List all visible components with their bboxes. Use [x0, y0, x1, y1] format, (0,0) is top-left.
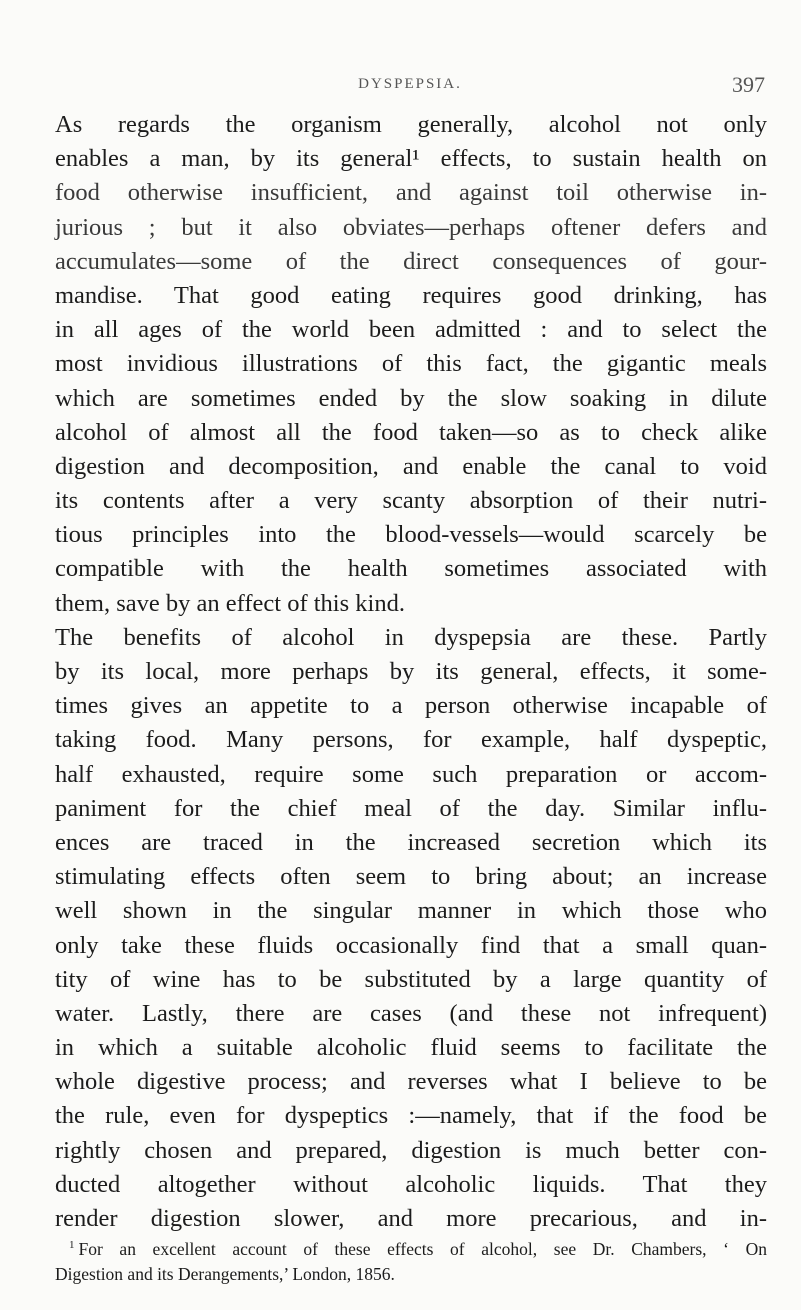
text-line: enables a man, by its general¹ effects, to sustain health on: [55, 145, 767, 173]
text-line: only take these fluids occasionally find that a small quan-: [55, 931, 767, 959]
text-line: by its local, more perhaps by its general, effects, it some-: [55, 658, 767, 685]
text-line: paniment for the chief meal of the day. Similar influ-: [55, 794, 767, 822]
text-line: whole digestive process; and reverses what I believe to be: [55, 1068, 767, 1096]
text-line: in which a suitable alcoholic fluid seems to facilitate the: [55, 1034, 767, 1062]
text-line: stimulating effects often seem to bring about; an increase: [55, 863, 767, 891]
footnote-text: For an excellent account of these effects of alcohol, see Dr. Chambers, ‘ On: [78, 1239, 767, 1259]
footnote-marker: 1: [69, 1239, 75, 1252]
text-line: render digestion slower, and more precarious, and in-: [55, 1205, 767, 1232]
text-line: half exhausted, require some such preparation or accom-: [55, 760, 767, 788]
text-line: taking food. Many persons, for example, half dyspeptic,: [55, 726, 767, 754]
running-title: DYSPEPSIA.: [358, 76, 462, 92]
text-line: accumulates—some of the direct consequences of gour-: [55, 247, 767, 275]
text-line: digestion and decomposition, and enable the canal to void: [55, 452, 767, 480]
text-line: its contents after a very scanty absorption of their nutri-: [55, 487, 767, 515]
text-line: the rule, even for dyspeptics :—namely, that if the food be: [55, 1102, 767, 1130]
text-line: alcohol of almost all the food taken—so as to check alike: [55, 418, 767, 446]
text-line: rightly chosen and prepared, digestion is much better con-: [55, 1136, 767, 1164]
text-line: ducted altogether without alcoholic liquids. That they: [55, 1170, 767, 1198]
text-line: water. Lastly, there are cases (and these not infrequent): [55, 999, 767, 1027]
text-line: which are sometimes ended by the slow soaking in dilute: [55, 384, 767, 412]
text-line: well shown in the singular manner in which those who: [55, 897, 767, 925]
footnote-line: [55, 1237, 767, 1262]
text-line: tity of wine has to be substituted by a large quantity of: [55, 965, 767, 993]
text-line: in all ages of the world been admitted : and to select the: [55, 316, 767, 344]
text-line: jurious ; but it also obviates—perhaps oftener defers and: [55, 213, 767, 241]
text-line: food otherwise insufficient, and against toil otherwise in-: [55, 179, 767, 207]
text-line: times gives an appetite to a person otherwise incapable of: [55, 692, 767, 720]
text-line: As regards the organism generally, alcohol not only: [55, 111, 767, 138]
text-line: ences are traced in the increased secretion which its: [55, 828, 767, 856]
text-line: them, save by an effect of this kind.: [55, 589, 405, 617]
text-line: compatible with the health sometimes associated with: [55, 555, 767, 583]
footnote: [55, 1237, 767, 1287]
text-line: most invidious illustrations of this fact, the gigantic meals: [55, 350, 767, 378]
text-line: The benefits of alcohol in dyspepsia are these. Partly: [55, 623, 767, 651]
body-text: [55, 108, 767, 1236]
text-line: mandise. That good eating requires good drinking, has: [55, 281, 767, 309]
text-line: tious principles into the blood-vessels—would scarcely be: [55, 521, 767, 549]
running-head: [55, 72, 765, 106]
page-number: 397: [732, 72, 765, 97]
footnote-line: Digestion and its Derangements,’ London, 1856.: [55, 1264, 395, 1284]
